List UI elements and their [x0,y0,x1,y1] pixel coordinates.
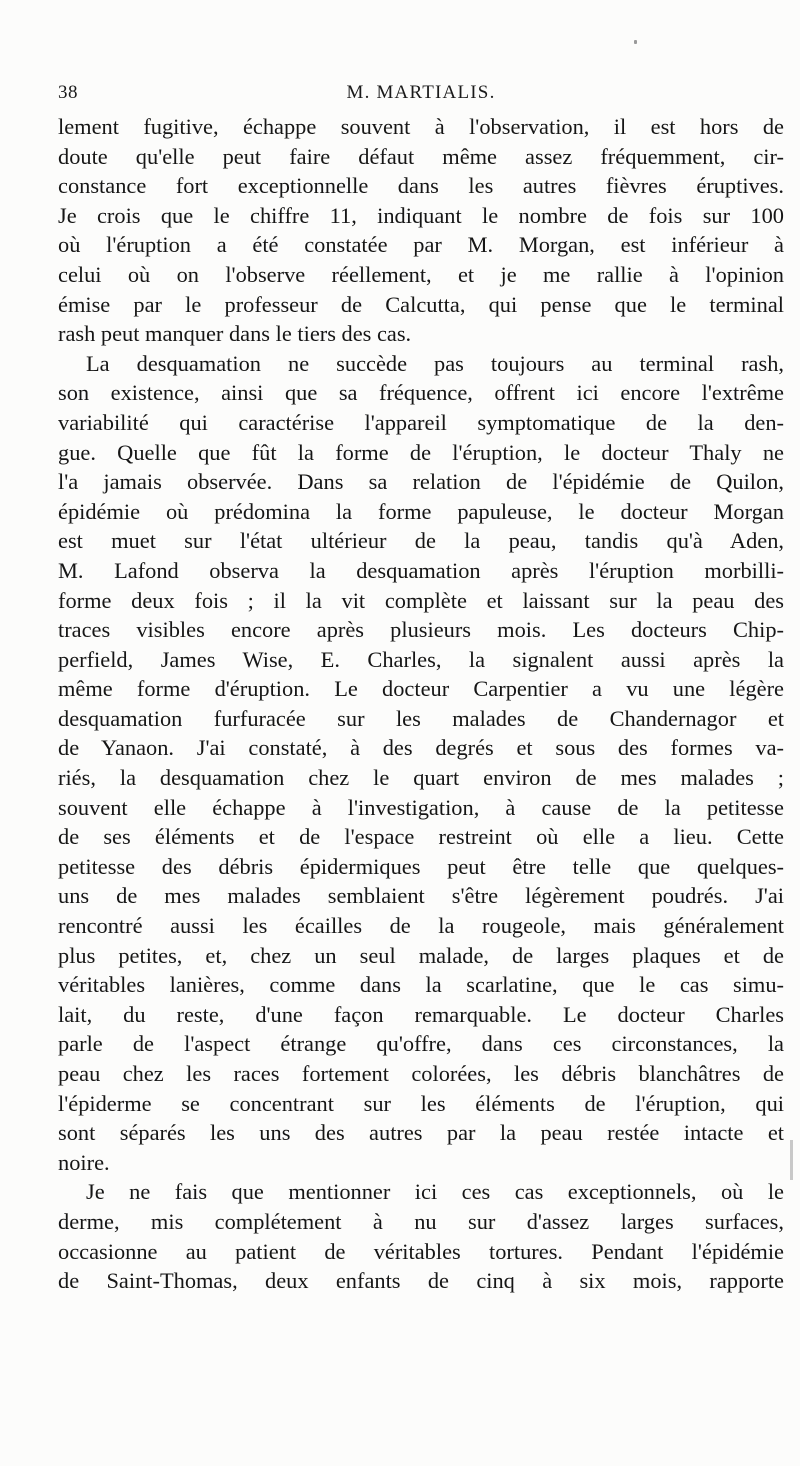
text-line: de ses éléments et de l'espace restreint où elle a lieu. Cette [58,824,784,850]
text-line: doute qu'elle peut faire défaut même assez fréquemment, cir- [58,143,784,169]
text-line: véritables lanières, comme dans la scarlatine, que le cas simu- [58,972,784,998]
text-line: parle de l'aspect étrange qu'offre, dans ces circonstances, la [58,1031,784,1057]
text-line: occasionne au patient de véritables tortures. Pendant l'épidémie [58,1238,784,1264]
text-line: Je crois que le chiffre 11, indiquant le nombre de fois sur 100 [58,202,784,228]
text-line: forme deux fois ; il la vit complète et laissant sur la peau des [58,587,784,613]
paragraph-end-line: rash peut manquer dans le tiers des cas. [58,321,412,347]
text-line: son existence, ainsi que sa fréquence, offrent ici encore l'extrême [58,380,784,406]
text-line: où l'éruption a été constatée par M. Morgan, est inférieur à [58,232,784,258]
text-line: de Yanaon. J'ai constaté, à des degrés et sous des formes va- [58,735,784,761]
paragraph-end-line: noire. [58,1149,110,1175]
page-number: 38 [58,82,78,103]
text-line: perfield, James Wise, E. Charles, la signalent aussi après la [58,646,784,672]
text-line: M. Lafond observa la desquamation après l'éruption morbilli- [58,557,784,583]
text-line: traces visibles encore après plusieurs mois. Les docteurs Chip- [58,617,784,643]
scan-speck [634,40,637,44]
page-header [58,82,784,108]
text-line: riés, la desquamation chez le quart environ de mes malades ; [58,765,784,791]
text-line: lait, du reste, d'une façon remarquable. Le docteur Charles [58,1001,784,1027]
text-line: l'a jamais observée. Dans sa relation de l'épidémie de Quilon, [58,469,784,495]
running-head: M. MARTIALIS. [346,82,496,103]
text-line: gue. Quelle que fût la forme de l'éruption, le docteur Thaly ne [58,439,784,465]
scan-edge-shadow [790,1140,793,1180]
text-line: l'épiderme se concentrant sur les éléments de l'éruption, qui [58,1090,784,1116]
text-line: épidémie où prédomina la forme papuleuse, le docteur Morgan [58,498,784,524]
text-line: variabilité qui caractérise l'appareil symptomatique de la den- [58,409,784,435]
paragraph-start-line: La desquamation ne succède pas toujours au terminal rash, [86,350,784,376]
text-line: souvent elle échappe à l'investigation, à cause de la petitesse [58,794,784,820]
text-line: celui où on l'observe réellement, et je me rallie à l'opinion [58,261,784,287]
text-line: uns de mes malades semblaient s'être légèrement poudrés. J'ai [58,883,784,909]
text-line: plus petites, et, chez un seul malade, de larges plaques et de [58,942,784,968]
paragraph-start-line: Je ne fais que mentionner ici ces cas exceptionnels, où le [86,1179,784,1205]
text-line: émise par le professeur de Calcutta, qui pense que le terminal [58,291,784,317]
text-line: est muet sur l'état ultérieur de la peau, tandis qu'à Aden, [58,528,784,554]
text-line: constance fort exceptionnelle dans les autres fièvres éruptives. [58,173,784,199]
body-text [58,112,784,1296]
text-line: derme, mis complétement à nu sur d'assez larges surfaces, [58,1208,784,1234]
text-line: même forme d'éruption. Le docteur Carpentier a vu une légère [58,676,784,702]
text-line: lement fugitive, échappe souvent à l'observation, il est hors de [58,114,784,139]
text-line: sont séparés les uns des autres par la peau restée intacte et [58,1120,784,1146]
text-line: petitesse des débris épidermiques peut être telle que quelques- [58,853,784,879]
text-line: de Saint-Thomas, deux enfants de cinq à six mois, rapporte [58,1268,784,1294]
text-line: peau chez les races fortement colorées, les débris blanchâtres de [58,1061,784,1086]
text-line: desquamation furfuracée sur les malades de Chandernagor et [58,705,784,731]
text-line: rencontré aussi les écailles de la rougeole, mais généralement [58,913,784,939]
